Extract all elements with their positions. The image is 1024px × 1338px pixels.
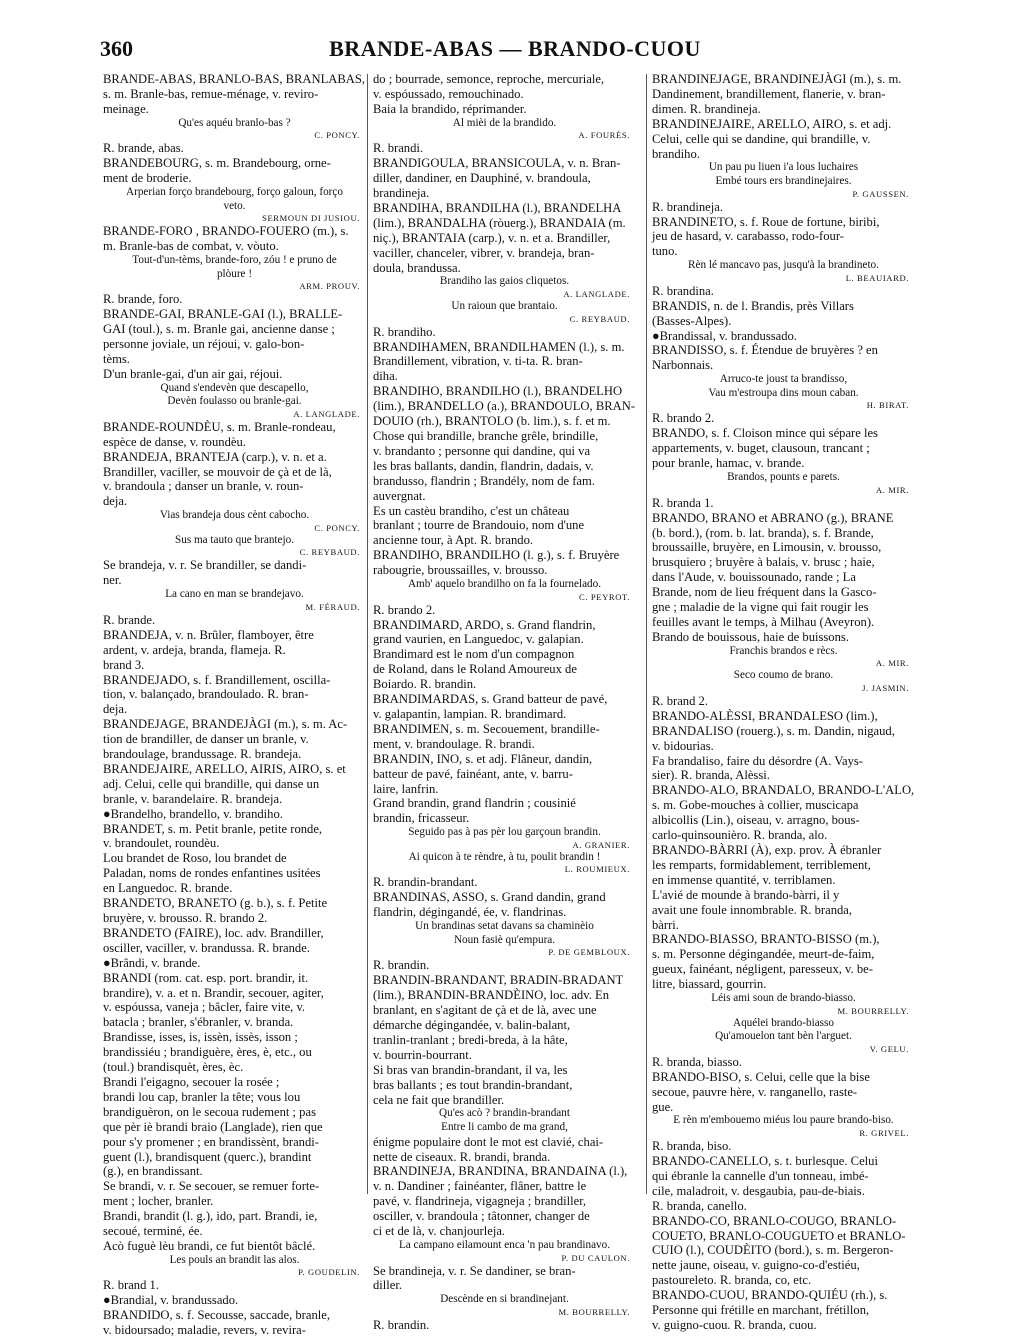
entry-line: appartements, v. buget, clausoun, trancant ; <box>652 441 870 456</box>
citation-line: E rèn m'embouemo miéus lou paure brando-biso. <box>673 1114 894 1127</box>
citation-line: Les pouls an brandit las alos. <box>169 1253 300 1266</box>
entry-line: (Basses-Alpes). <box>652 313 732 328</box>
citation-line: Aquélei brando-biasso <box>733 1016 834 1029</box>
entry-line: broussaille, bruyère, en Limousin, v. brousso, <box>652 540 882 555</box>
citation-line: Arperian forço brandebourg, forço galoun, forço <box>126 186 343 199</box>
entry-line: BRANDO-CO, BRANLO-COUGO, BRANLO- <box>652 1213 897 1228</box>
entry-line: BRANDIDO, s. f. Secousse, saccade, branle, <box>103 1308 330 1323</box>
entry-line: que pèr iè brandi braio (Langlade), rien que <box>103 1119 323 1134</box>
entry-line: Paladan, noms de rondes enfantines usitées <box>103 866 321 881</box>
entry-line: COUETO, BRANLO-COUGUETO et BRANLO- <box>652 1228 906 1243</box>
citation-source: ARM. PROUV. <box>299 281 360 292</box>
citation-source: A. LANGLADE. <box>293 408 360 419</box>
entry-line: branle, v. barandelaire. R. brandeja. <box>103 791 283 806</box>
entry-line: deja. <box>103 494 128 509</box>
citation-line: Descènde en si brandinejant. <box>440 1293 569 1306</box>
citation-line: plòure ! <box>216 267 253 280</box>
citation-source: P. GAUSSEN. <box>852 188 909 199</box>
citation-line: Brandos, pounts e parets. <box>727 471 840 484</box>
entry-line: L'avié de mounde à brando-bàrri, il y <box>652 887 840 902</box>
citation-source: P. DU CAULON. <box>561 1252 630 1263</box>
entry-line: doula, brandussa. <box>373 260 461 275</box>
entry-line: Brandimard est le nom d'un compagnon <box>373 647 575 662</box>
entry-line: Se brandineja, v. r. Se dandiner, se bran- <box>373 1263 576 1278</box>
citation-source: A. MIR. <box>875 658 909 669</box>
entry-line: CUIO (l.), COUDÈITO (bord.), s. m. Bergeron- <box>652 1243 894 1258</box>
citation-line: Rèn lé mancavo pas, jusqu'à la brandineto. <box>688 259 879 272</box>
entry-line: Si bras van brandin-brandant, il va, les <box>373 1062 568 1077</box>
citation-line: Seco coumo de brano. <box>733 669 834 682</box>
entry-line: brusquiero ; bruyère à balais, v. brusc ; haie, <box>652 555 875 570</box>
entry-line: tèms. <box>103 351 130 366</box>
entry-line: meinage. <box>103 101 149 116</box>
entry-line: R. brande, foro. <box>103 292 183 307</box>
entry-line: Narbonnais. <box>652 358 714 373</box>
entry-line: Se brandeja, v. r. Se brandiller, se dandi- <box>103 558 307 573</box>
entry-line: niç.), BRANTAIA (carp.), v. n. et a. Brandiller, <box>373 230 611 245</box>
entry-line: do ; bourrade, semonce, reproche, mercuriale, <box>373 72 605 86</box>
running-title: BRANDE-ABAS — BRANDO-CUOU <box>329 36 701 61</box>
citation-line: Al mièi de la brandido. <box>452 116 557 129</box>
citation-source: A. GRANIER. <box>572 839 630 850</box>
entry-line: BRANDEJAIRE, ARELLO, AIRIS, AIRO, s. et <box>103 761 346 776</box>
entry-line: rabougrie, broussailles, v. brousso. <box>373 563 548 578</box>
entry-line: m. Branle-bas de combat, v. vòuto. <box>103 239 279 254</box>
entry-line: brandiho. <box>652 146 700 161</box>
entry-line: BRANDO-CUOU, BRANDO-QUIÉU (rh.), s. <box>652 1288 888 1303</box>
citation-line: Embé tours ers brandinejaires. <box>715 175 852 188</box>
entry-line: BRANDI (rom. cat. esp. port. brandir, it. <box>103 970 309 985</box>
entry-line: v. galapantin, lampian. R. brandimard. <box>373 707 567 721</box>
entry-line: BRANDIHA, BRANDILHA (l.), BRANDELHA <box>373 200 622 215</box>
entry-line: en immense quantité, v. terriblamen. <box>652 872 836 887</box>
citation-line: Noun fasiè qu'empura. <box>453 933 556 946</box>
entry-line: v. guigno-cuou. R. branda, cuou. <box>652 1317 817 1332</box>
entry-line: Brandiller, vaciller, se mouvoir de çà et de là, <box>103 464 332 479</box>
citation-line: Arruco-te joust ta brandisso, <box>719 373 848 386</box>
entry-line: brandusso, flandrin ; Brandély, nom de fam. <box>373 473 595 488</box>
entry-line: bras ballants ; es tout brandin-brandant, <box>373 1077 573 1092</box>
entry-line: BRANDETO (FAIRE), loc. adv. Brandiller, <box>103 925 324 940</box>
entry-line: Celui, celle qui se dandine, qui brandille, v. <box>652 131 871 146</box>
entry-line: brandiguèron, on le secoua rudement ; pas <box>103 1104 316 1119</box>
entry-line: sier). R. branda, Alèssi. <box>652 768 770 783</box>
entry-line: osciller, v. brandoula ; tâtonner, changer de <box>373 1209 590 1224</box>
entry-line: (toul.) brandisquèt, ères, èc. <box>103 1060 244 1075</box>
entry-line: brandire), v. a. et n. Brandir, secouer, agiter, <box>103 985 324 1000</box>
citation-source: A. FOURÈS. <box>578 130 630 141</box>
entry-line: D'un branle-gai, d'un air gai, réjoui. <box>103 366 283 381</box>
entry-line: osciller, vaciller, v. brandussa. R. brande. <box>103 940 310 955</box>
citation-source: M. BOURRELLY. <box>837 1005 909 1016</box>
citation-line: Qu'es aquéu branlo-bas ? <box>178 116 291 129</box>
entry-line: BRANDEJA, BRANTEJA (carp.), v. n. et a. <box>103 449 327 464</box>
entry-line: BRANDIGOULA, BRANSICOULA, v. n. Bran- <box>373 156 621 171</box>
citation-line: Franchis brandos e rècs. <box>729 644 838 657</box>
entry-line: vaciller, chanceler, vibrer, v. brandeja, bran- <box>373 245 595 260</box>
entry-line: guent (l.), brandisquent (querc.), brandint <box>103 1149 312 1164</box>
entry-line: BRANDO-CANELLO, s. t. burlesque. Celui <box>652 1153 878 1168</box>
entry-line: secoué, terminé, ée. <box>103 1224 203 1239</box>
entry-line: brandin, fricasseur. <box>373 811 470 826</box>
entry-line: s. m. Personne dégingandée, meurt-de-faim, <box>652 947 875 962</box>
entry-line: BRANDIHAMEN, BRANDILHAMEN (l.), s. m. <box>373 339 625 354</box>
entry-line: branlant, en s'agitant de çà et de là, avec une <box>373 1003 597 1018</box>
entry-line: gne ; maladie de la vigne qui fait rougir les <box>652 600 869 615</box>
entry-line: v. brandoula ; danser un branle, v. roun- <box>103 479 304 494</box>
citation-source: L. BEAUIARD. <box>845 272 909 283</box>
citation-source: A. LANGLADE. <box>563 289 630 300</box>
entry-line: R. brandineja. <box>652 199 723 214</box>
entry-line: pour s'y promener ; en brandissènt, brandi- <box>103 1134 319 1149</box>
entry-line: diha. <box>373 369 398 384</box>
column-middle <box>373 72 636 1333</box>
entry-line: BRANDO-BÀRRI (À), exp. prov. À ébranler <box>652 843 882 857</box>
entry-line: brandissiéu ; brandiguère, ères, è, etc., ou <box>103 1045 312 1060</box>
entry-line: batacla ; branler, s'ébranler, v. branda. <box>103 1015 294 1030</box>
citation-source: V. GELU. <box>869 1043 909 1054</box>
entry-line: R. brandina. <box>652 283 714 298</box>
entry-line: (b. bord.), (rom. b. lat. branda), s. f. Brande, <box>652 525 874 540</box>
entry-line: pour branle, hamac, v. brande. <box>652 456 805 471</box>
column-left <box>103 72 366 1338</box>
entry-line: carlo-quinsounièro. R. branda, alo. <box>652 828 828 843</box>
entry-line: adj. Celui, celle qui brandille, qui danse un <box>103 776 320 791</box>
entry-line: s. m. Branle-bas, remue-ménage, v. reviro- <box>103 86 319 101</box>
entry-line: grand vaurien, en Languedoc, v. galapian. <box>373 632 584 647</box>
citation-line: La campano eilamount enca 'n pau brandinavo. <box>398 1238 611 1251</box>
citation-source: L. ROUMIEUX. <box>564 864 630 875</box>
citation-source: C. REYBAUD. <box>569 313 630 324</box>
entry-line: BRANDALISO (rouerg.), s. m. Dandin, nigaud, <box>652 723 895 738</box>
citation-source: A. MIR. <box>875 484 909 495</box>
entry-line: ment de broderie. <box>103 171 192 186</box>
entry-line: BRANDETO, BRANETO (g. b.), s. f. Petite <box>103 896 328 911</box>
entry-line: brandineja. <box>373 186 430 201</box>
entry-line: BRANDINEJA, BRANDINA, BRANDAINA (l.), <box>373 1164 628 1179</box>
entry-line: BRANDO-ALÈSSI, BRANDALESO (lim.), <box>652 708 878 723</box>
citation-line: Un brandinas setat davans sa chaminèio <box>415 920 594 933</box>
entry-line: jeu de hasard, v. carabasso, rodo-four- <box>652 229 844 244</box>
citation-source: P. DE GEMBLOUX. <box>548 947 630 958</box>
entry-line: v. brandoulet, roundèu. <box>103 836 220 851</box>
entry-line: les remparts, formidablement, terriblement, <box>652 857 871 872</box>
citation-line: Vias brandeja dous cènt cabocho. <box>159 509 310 522</box>
entry-line: ●Brandelho, brandello, v. brandiho. <box>103 806 283 821</box>
entry-line: R. brandi. <box>373 141 424 156</box>
entry-line: Acò fuguè lèu brandi, ce fut bientôt bâclé. <box>103 1238 316 1253</box>
entry-line: ●Brândi, v. brande. <box>103 955 201 970</box>
entry-line: v. n. Dandiner ; fainéanter, flâner, battre le <box>373 1179 587 1194</box>
entry-line: les bras ballants, dandin, flandrin, dadais, v. <box>373 458 594 473</box>
citation-line: Un raioun que brantaio. <box>451 300 558 313</box>
entry-line: BRANDIMEN, s. m. Secouement, brandille- <box>373 721 600 736</box>
entry-line: R. brande, abas. <box>103 141 184 156</box>
entry-line: R. brandin. <box>373 958 430 973</box>
entry-line: BRANDIMARD, ARDO, s. Grand flandrin, <box>373 617 596 632</box>
entry-line: tion de brandiller, de danser un branle, v. <box>103 732 309 747</box>
entry-line: v. bourrin-bourrant. <box>373 1047 472 1062</box>
citation-source: C. PEYROT. <box>579 591 630 602</box>
entry-line: ●Brandial, v. brandussado. <box>103 1293 239 1308</box>
entry-line: albicollis (Lin.), oiseau, v. arragno, bous- <box>652 813 860 828</box>
entry-line: brandoulage, brandussage. R. brandeja. <box>103 747 302 762</box>
entry-line: Fa brandaliso, faire du désordre (A. Vays- <box>652 753 863 768</box>
entry-line: BRANDEBOURG, s. m. Brandebourg, orne- <box>103 156 331 171</box>
entry-line: R. branda, biasso. <box>652 1054 742 1069</box>
entry-line: secoue, pauvre hère, v. ranganello, raste- <box>652 1084 858 1099</box>
entry-line: dans l'Aude, v. bouissounado, rande ; La <box>652 570 856 585</box>
citation-line: Léis ami soun de brando-biasso. <box>711 992 856 1005</box>
entry-line: espèce de danse, v. roundèu. <box>103 434 246 449</box>
entry-line: diller. <box>373 1278 403 1293</box>
entry-line: R. brandin. <box>373 1317 430 1332</box>
entry-line: R. branda, canello. <box>652 1198 747 1213</box>
citation-source: SERMOUN DI JUSIOU. <box>262 213 360 224</box>
citation-line: Amb' aquelo brandilho on fa la fournelado. <box>407 578 602 591</box>
citation-line: Ai quicon à te rèndre, à tu, poulit brandin ! <box>408 850 601 863</box>
entry-line: de Roland, dans le Roland Amoureux de <box>373 662 577 677</box>
entry-line: v. brandanto ; personne qui dandine, qui va <box>373 443 591 458</box>
entry-line: v. bidourias. <box>652 738 714 753</box>
entry-line: s. m. Gobe-mouches à collier, muscicapa <box>652 798 859 813</box>
entry-line: bàrri. <box>652 917 679 932</box>
column-divider <box>367 74 368 1194</box>
entry-line: R. brande. <box>103 612 156 627</box>
entry-line: Brandi l'eigagno, secouer la rosée ; <box>103 1074 280 1089</box>
entry-line: ment, v. brandoulage. R. brandi. <box>373 736 535 751</box>
entry-line: Dandinement, brandillement, flanerie, v. bran- <box>652 86 886 101</box>
column-divider <box>646 74 647 1194</box>
citation-line: Tout-d'un-tèms, brande-foro, zóu ! e pruno de <box>132 254 337 267</box>
entry-line: DOUIO (rh.), BRANTOLO (b. lim.), s. f. et m. <box>373 414 611 429</box>
entry-line: Chose qui brandille, branche grêle, brindille, <box>373 429 599 443</box>
entry-line: bruyère, v. brousso. R. brando 2. <box>103 911 268 925</box>
entry-line: Brandisse, isses, is, issèn, issès, isson ; <box>103 1030 298 1045</box>
entry-line: BRANDO-BIASSO, BRANTO-BISSO (m.), <box>652 932 880 947</box>
entry-line: gue. <box>652 1099 674 1114</box>
entry-line: BRANDEJA, v. n. Brûler, flamboyer, être <box>103 627 314 642</box>
entry-line: BRANDET, s. m. Petit branle, petite ronde, <box>103 821 323 836</box>
entry-line: (g.), en brandissant. <box>103 1164 203 1179</box>
citation-line: Devèn foulasso ou branle-gai. <box>167 395 302 408</box>
entry-line: v. espóussado, remouchinado. <box>373 86 524 101</box>
entry-line: nette jaune, oiseau, v. guigno-co-d'estiéu, <box>652 1258 860 1273</box>
entry-line: (lim.), BRANDIN-BRANDÈINO, loc. adv. En <box>373 988 609 1003</box>
entry-line: Baia la brandido, réprimander. <box>373 101 527 116</box>
entry-line: R. brandin-brandant. <box>373 875 478 890</box>
entry-line: BRANDE-FORO , BRANDO-FOUERO (m.), s. <box>103 224 349 239</box>
entry-line: BRANDE-ABAS, BRANLO-BAS, BRANLABAS, <box>103 72 366 86</box>
entry-line: BRANDO, BRANO et ABRANO (g.), BRANE <box>652 510 894 525</box>
entry-line: BRANDE-ROUNDÈU, s. m. Branle-rondeau, <box>103 419 336 434</box>
entry-line: BRANDIHO, BRANDILHO (l. g.), s. f. Bruyère <box>373 548 620 563</box>
citation-source: C. REYBAUD. <box>299 547 360 558</box>
entry-line: BRANDO-ALO, BRANDALO, BRANDO-L'ALO, <box>652 783 915 798</box>
citation-source: M. FÉRAUD. <box>305 601 360 612</box>
entry-line: énigme populaire dont le mot est clavié, chai- <box>373 1134 604 1149</box>
entry-line: BRANDINETO, s. f. Roue de fortune, biribi, <box>652 214 880 229</box>
citation-source: C. PONCY. <box>314 130 360 141</box>
entry-line: cile, maladroit, v. desgaubia, pau-de-biais. <box>652 1183 865 1198</box>
entry-line: brand 3. <box>103 657 145 672</box>
entry-line: qui ébranle la cannelle d'un tonneau, imbé- <box>652 1168 869 1183</box>
entry-line: Brando de bouissous, haie de buissons. <box>652 629 849 644</box>
citation-line: Qu'es acò ? brandin-brandant <box>439 1107 570 1120</box>
entry-line: branlant ; tourre de Brandouio, nom d'une <box>373 518 585 533</box>
entry-line: batteur de pavé, fainéant, ante, v. barru- <box>373 766 573 781</box>
citation-line: Brandiho las gaios cliquetos. <box>439 275 570 288</box>
entry-line: diller, dandiner, en Dauphiné, v. brandoula, <box>373 171 591 186</box>
entry-line: tion, v. balançado, brandoulado. R. bran- <box>103 687 309 702</box>
entry-line: BRANDINAS, ASSO, s. Grand dandin, grand <box>373 890 606 905</box>
entry-line: tuno. <box>652 244 678 259</box>
entry-line: BRANDIMARDAS, s. Grand batteur de pavé, <box>373 692 608 707</box>
entry-line: ancienne tour, à Apt. R. brando. <box>373 533 534 548</box>
entry-line: cela ne fait que brandiller. <box>373 1092 505 1107</box>
entry-line: BRANDINEJAIRE, ARELLO, AIRO, s. et adj. <box>652 116 892 131</box>
entry-line: BRANDIS, n. de l. Brandis, près Villars <box>652 298 854 313</box>
entry-line: R. brand 2. <box>652 693 708 708</box>
entry-line: R. brand 1. <box>103 1278 159 1293</box>
entry-line: ment ; locher, branler. <box>103 1194 214 1209</box>
entry-line: auvergnat. <box>373 488 426 503</box>
entry-line: en Languedoc. R. brande. <box>103 881 233 896</box>
entry-line: R. brando 2. <box>373 602 436 617</box>
entry-line: dimen. R. brandineja. <box>652 101 761 116</box>
citation-line: Un pau pu liuen i'a lous luchaires <box>708 161 859 174</box>
entry-line: v. bidoursado; maladie, revers, v. revira- <box>103 1323 306 1338</box>
citation-line: Qu'amouelon tant bèn l'arguet. <box>715 1030 852 1043</box>
entry-line: (lim.), BRANDELLO (a.), BRANDOULO, BRAN- <box>373 399 635 414</box>
entry-line: ner. <box>103 573 122 588</box>
entry-line: personne joviale, un réjoui, v. galo-bon- <box>103 336 305 351</box>
entry-line: BRANDEJAGE, BRANDEJÀGI (m.), s. m. Ac- <box>103 717 348 732</box>
entry-line: avait une foule innombrable. R. branda, <box>652 902 853 917</box>
entry-line: Grand brandin, grand flandrin ; cousinié <box>373 796 576 811</box>
entry-line: Personne qui frétille en marchant, frétillon, <box>652 1303 870 1318</box>
entry-line: ●Brandissal, v. brandussado. <box>652 328 797 343</box>
entry-line: R. branda, biso. <box>652 1139 732 1154</box>
citation-line: Vau m'estroupa dins moun caban. <box>708 386 859 399</box>
entry-line: pastoureleto. R. branda, co, etc. <box>652 1273 812 1288</box>
entry-line: ci et de là, v. chanjourleja. <box>373 1224 506 1239</box>
entry-line: démarche dégingandée, v. balin-balant, <box>373 1017 571 1032</box>
citation-line: Quand s'endevèn que descapello, <box>160 381 309 394</box>
entry-line: BRANDO-BISO, s. Celui, celle que la bise <box>652 1069 870 1084</box>
entry-line: BRANDE-GAI, BRANLE-GAI (l.), BRALLE- <box>103 307 343 322</box>
entry-line: Brande, nom de lieu fréquent dans la Gasco- <box>652 585 877 600</box>
entry-line: brandi lou cap, branler la tête; vous lou <box>103 1089 301 1104</box>
entry-line: ardent, v. ardeja, brandа, flameja. R. <box>103 642 286 657</box>
entry-line: BRANDINEJAGE, BRANDINEJÀGI (m.), s. m. <box>652 72 902 86</box>
entry-line: pavé, v. flandrineja, vigagneja ; brandiller, <box>373 1194 587 1209</box>
column-right <box>652 72 915 1333</box>
entry-line: tranlin-tranlant ; bredi-breda, à la hâte, <box>373 1032 568 1047</box>
citation-source: J. JASMIN. <box>862 682 909 693</box>
entry-line: feuilles avant le temps, à Milhau (Aveyron). <box>652 614 875 629</box>
entry-line: gueux, fainéant, négligent, paresseux, v. be- <box>652 962 873 977</box>
entry-line: R. brandiho. <box>373 324 436 339</box>
entry-line: flandrin, dégingandé, ée, v. flandrinas. <box>373 905 567 920</box>
entry-line: GAI (toul.), s. m. Branle gai, ancienne danse ; <box>103 322 335 337</box>
entry-line: BRANDO, s. f. Cloison mince qui sépare les <box>652 426 878 441</box>
citation-source: C. PONCY. <box>314 522 360 533</box>
entry-line: BRANDIHO, BRANDILHO (l.), BRANDELHO <box>373 384 623 399</box>
entry-line: v. espóussa, vaneja ; bâcler, faire vite, v. <box>103 1000 306 1015</box>
entry-line: Boiardo. R. brandin. <box>373 677 477 692</box>
entry-line: BRANDIN-BRANDANT, BRADIN-BRADANT <box>373 973 624 988</box>
entry-line: Brandillement, vibration, v. ti-ta. R. bran- <box>373 354 583 369</box>
entry-line: (lim.), BRANDALHA (ròuerg.), BRANDAIA (m. <box>373 215 626 230</box>
entry-line: BRANDEJADO, s. f. Brandillement, oscilla- <box>103 672 331 687</box>
citation-line: veto. <box>223 199 246 212</box>
citation-source: M. BOURRELLY. <box>558 1306 630 1317</box>
entry-line: Lou brandet de Roso, lou brandet de <box>103 851 287 866</box>
citation-source: R. GRIVEL. <box>859 1128 909 1139</box>
entry-line: deja. <box>103 702 128 717</box>
entry-line: laire, lanfrin. <box>373 781 439 796</box>
entry-line: R. brando 2. <box>652 411 715 426</box>
entry-line: Se brandi, v. r. Se secouer, se remuer forte- <box>103 1179 320 1194</box>
citation-line: Entre li cambo de ma grand, <box>441 1121 568 1133</box>
citation-line: Sus ma tauto que brantejo. <box>175 533 294 546</box>
citation-line: Seguido pas à pas pèr lou garçoun brandin. <box>408 826 601 839</box>
entry-line: Es un castèu brandiho, c'est un château <box>373 503 570 518</box>
entry-line: BRANDIN, INO, s. et adj. Flâneur, dandin, <box>373 751 593 766</box>
entry-line: R. branda 1. <box>652 495 714 510</box>
citation-source: H. BIRAT. <box>866 400 909 411</box>
page-number: 360 <box>100 36 133 61</box>
page-header <box>100 36 930 66</box>
entry-line: BRANDISSO, s. f. Étendue de bruyères ? en <box>652 343 878 358</box>
entry-line: litre, biassard, gourrin. <box>652 977 767 992</box>
citation-line: La cano en man se brandejavo. <box>165 588 304 601</box>
entry-line: Brandi, brandit (l. g.), ido, part. Brandi, ie, <box>103 1209 318 1224</box>
entry-line: nette de ciseaux. R. brandi, branda. <box>373 1149 551 1164</box>
citation-source: P. GOUDELIN. <box>298 1267 360 1278</box>
